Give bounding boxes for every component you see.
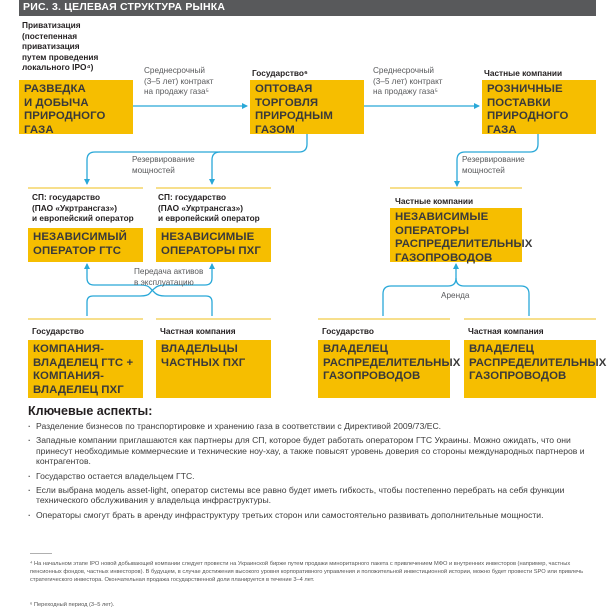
box-private-dso-owner: ВЛАДЕЛЕЦ РАСПРЕДЕЛИТЕЛЬНЫХ ГАЗОПРОВОДОВ [464,340,596,398]
divider-bottom-4 [464,318,596,320]
box-wholesale-trading: ОПТОВАЯ ТОРГОВЛЯ ПРИРОДНЫМ ГАЗОМ [250,80,364,134]
state-label-wholesale: Государство⁶ [252,68,308,78]
reservation-label-right: Резервирование мощностей [462,155,525,175]
key-aspect-item: · Операторы смогут брать в аренду инфраструктуру третьих сторон или самостоятельно развивать дополнительные мощности. [28,510,588,521]
box-state-dso-owner: ВЛАДЕЛЕЦ РАСПРЕДЕЛИТЕЛЬНЫХ ГАЗОПРОВОДОВ [318,340,450,398]
box-retail-supply: РОЗНИЧНЫЕ ПОСТАВКИ ПРИРОДНОГО ГАЗА [482,80,596,134]
divider-jv-1 [28,187,143,189]
lease-label: Аренда [441,291,470,300]
figure-title: РИС. 3. ЦЕЛЕВАЯ СТРУКТУРА РЫНКА [23,1,226,13]
private-label-retail: Частные компании [484,68,563,78]
key-aspect-item: · Государство остается владельцем ГТС. [28,471,588,482]
divider-bottom-3 [318,318,450,320]
box-independent-tso: НЕЗАВИСИМЫЙ ОПЕРАТОР ГТС [28,228,143,262]
asset-transfer-label: Передача активов в эксплуатацию [134,267,204,287]
key-aspects-title: Ключевые аспекты: [28,404,153,418]
jv-label-1: СП: государство (ПАО «Укртрансгаз») и европейский оператор [32,192,134,223]
divider-bottom-1 [28,318,143,320]
box-exploration-production: РАЗВЕДКА И ДОБЫЧА ПРИРОДНОГО ГАЗА [19,80,133,134]
key-aspects-list [28,421,588,524]
bottom-label-2: Частная компания [160,326,236,336]
jv-label-2: СП: государство (ПАО «Укртрансгаз») и европейский оператор [158,192,260,223]
divider-bottom-2 [156,318,271,320]
private-label-dso: Частные компании [395,196,474,206]
bottom-label-1: Государство [32,326,84,336]
box-independent-dso: НЕЗАВИСИМЫЕ ОПЕРАТОРЫ РАСПРЕДЕЛИТЕЛЬНЫХ ГАЗОПРОВОДОВ [390,208,522,262]
reservation-label-left: Резервирование мощностей [132,155,195,175]
box-independent-ugs-operators: НЕЗАВИСИМЫЕ ОПЕРАТОРЫ ПХГ [156,228,271,262]
key-aspect-item: · Если выбрана модель asset-light, оператор системы все равно будет иметь гибкость, чтобы постепенно перебрать на себя функции технического обслуживания у владельца инфраструктуры. [28,485,588,506]
divider-jv-2 [156,187,271,189]
contract-label-2: Среднесрочный (3–5 лет) контракт на продажу газа⁵ [373,66,443,96]
key-aspect-item: · Разделение бизнесов по транспортировке и хранению газа в соответствии с Директивой 2009/73/ЕС. [28,421,588,432]
box-tso-ugs-owner: КОМПАНИЯ- ВЛАДЕЛЕЦ ГТС + КОМПАНИЯ- ВЛАДЕЛЕЦ ПХГ [28,340,143,398]
bottom-label-3: Государство [322,326,374,336]
footnote-4: ⁴ На начальном этапе IPO новой добывающей компании следует провести на Украинской бирже путем продажи миноритарного пакета с привлечением МФО и внутренних инвесторов (например, частных пенсионных фондов, частных инвесторов). В будущем, в случае достижения высокого уровня корпоративного управления и положительной инвестиционной истории, можно будет провести SPO или привлечь стратегического инвестора. Окончательная продажа государственной доли планируется в течение 3–4 лет. [30,561,584,584]
privatization-note: Приватизация (постепенная приватизация путем проведения локального IPO⁴) [22,20,99,72]
box-private-ugs-owners: ВЛАДЕЛЬЦЫ ЧАСТНЫХ ПХГ [156,340,271,398]
bottom-label-4: Частная компания [468,326,544,336]
contract-label-1: Среднесрочный (3–5 лет) контракт на продажу газа⁵ [144,66,214,96]
key-aspect-item: · Западные компании приглашаются как партнеры для СП, которое будет работать оператором ГТС Украины. Можно ожидать, что они принесут необходимые коммерческие и технические ноу-хау, а также повысят уровень доверия со стороны международных партнеров и контрагентов. [28,435,588,467]
footnote-divider [30,553,52,554]
footnote-6: ⁶ Переходный период (3–5 лет). [30,602,115,608]
divider-dso [390,187,522,189]
